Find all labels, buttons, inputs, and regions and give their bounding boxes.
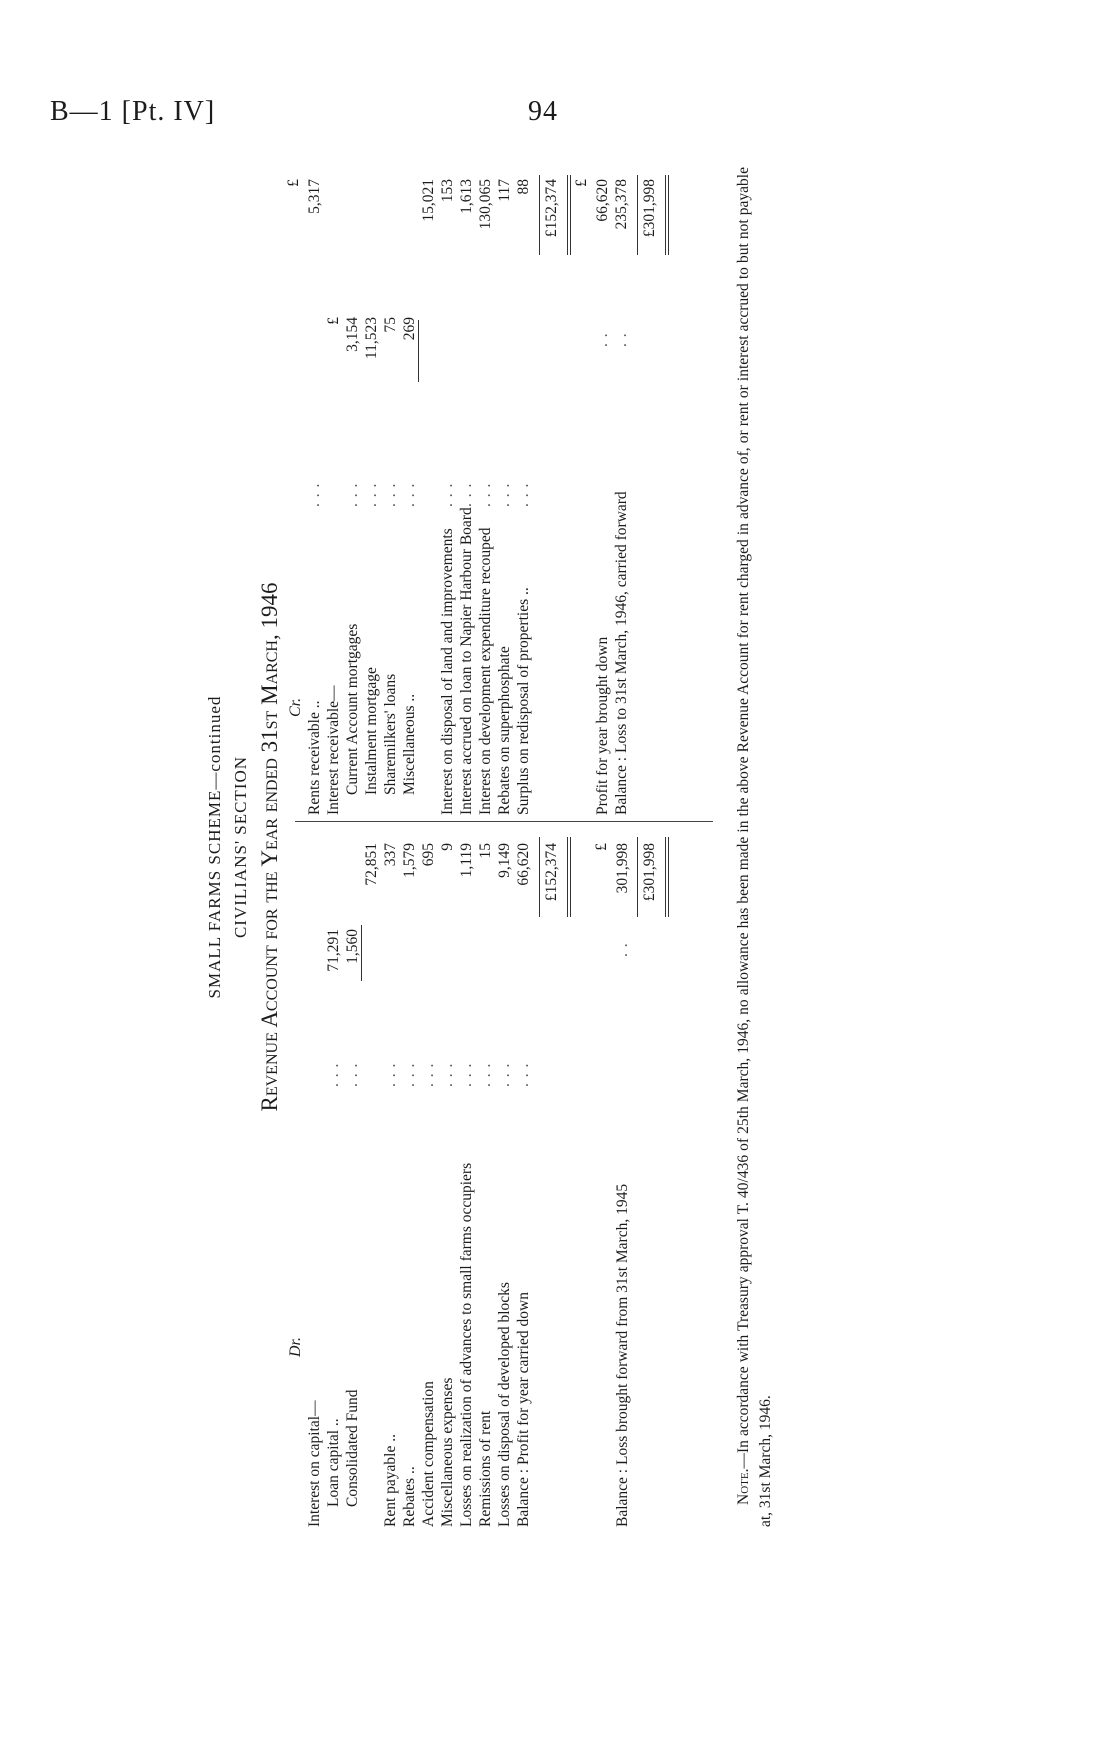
leader-dots: . . . (401, 482, 418, 507)
total-double-rule (665, 175, 666, 255)
ledger-row (343, 167, 362, 815)
outer-amount: 88 (515, 179, 532, 195)
row-label: Balance : Profit for year carried down (515, 1292, 532, 1527)
ledger-row (362, 827, 381, 1527)
row-label: Balance : Loss brought forward from 31st March, 1945 (614, 1183, 631, 1527)
row-label: Remissions of rent (477, 1410, 494, 1527)
total-double-rule (665, 837, 666, 917)
row-label: Rents receivable .. (306, 700, 323, 815)
outer-amount: 130,065 (477, 179, 494, 230)
total-double-rule (570, 175, 571, 255)
leader-dots: . . . (496, 482, 513, 507)
page-number: 94 (528, 96, 558, 127)
outer-amount: 9 (439, 843, 456, 851)
outer-amount: 15,021 (420, 179, 437, 222)
total-rule (637, 175, 638, 255)
row-label: Accident compensation (420, 1381, 437, 1527)
ledger-row (400, 167, 419, 815)
leader-dots: . . . (363, 482, 380, 507)
ledger-row (400, 827, 419, 1527)
row-label: Interest on development expenditure recouped (477, 527, 494, 815)
leader-dots: . . . (420, 1062, 437, 1087)
row-label: Profit for year brought down (594, 636, 611, 815)
total-rule (637, 837, 638, 917)
outer-amount: 1,119 (458, 843, 475, 878)
ledger-row (612, 167, 631, 815)
credit-currency-top: £ (285, 179, 302, 187)
leader-dots: . . . (458, 1062, 475, 1087)
row-label: Interest on capital— (306, 1400, 323, 1527)
outer-amount: 5,317 (306, 179, 323, 214)
ledger-row (438, 167, 457, 815)
outer-amount: 117 (496, 179, 513, 202)
leader-dots: . . . (382, 1062, 399, 1087)
row-label: Rebates .. (401, 1466, 418, 1527)
debit-currency: £ (593, 843, 610, 851)
row-label: Interest on disposal of land and improvements (439, 528, 456, 815)
note-text: —In accordance with Treasury approval T. 40/436 of 25th March, 1946, no allowance has been made in the above Revenue Account for rent charged in advance of, or rent or interest accrued to but not payable at, 31st March, 1946. (735, 167, 774, 1527)
ledger-row (419, 167, 438, 815)
subtotal-rule (361, 925, 362, 981)
outer-amount: 1,613 (458, 179, 475, 214)
ledger-row (419, 827, 438, 1527)
total-double-rule (567, 837, 568, 917)
ledger-row (438, 827, 457, 1527)
inner-amount: 75 (382, 317, 399, 333)
row-label: Miscellaneous .. (401, 693, 418, 795)
leader-dots: . . . (401, 1062, 418, 1087)
row-label: Instalment mortgage (363, 667, 380, 795)
total-double-rule (668, 175, 669, 255)
footnote (733, 167, 777, 1527)
row-label: Losses on realization of advances to small farms occupiers (458, 1162, 475, 1527)
leader-dots: . . (594, 332, 611, 347)
debit-total: £152,374 (543, 843, 560, 902)
ledger-row (305, 827, 324, 1527)
leader-dots: . . . (344, 1062, 361, 1087)
inner-amount: £ (325, 317, 342, 325)
leader-dots: . . . (344, 482, 361, 507)
note-lead: Note. (735, 1468, 752, 1505)
ledger-row (381, 827, 400, 1527)
ledger-row (324, 167, 343, 815)
outer-amount: 337 (382, 843, 399, 867)
outer-amount: 9,149 (496, 843, 513, 878)
ledger-row (495, 827, 514, 1527)
leader-dots: . . . (306, 482, 323, 507)
ledger-row (476, 827, 495, 1527)
leader-dots: . . . (477, 482, 494, 507)
row-amount: 235,378 (613, 179, 630, 230)
credit-total: £152,374 (543, 179, 560, 238)
outer-amount: 72,851 (363, 843, 380, 886)
leader-dots: . . . (439, 1062, 456, 1087)
leader-dots: . . . (496, 1062, 513, 1087)
total-rule (539, 175, 540, 255)
ledger-row (495, 167, 514, 815)
inner-amount: 1,560 (344, 929, 361, 964)
scheme-title: SMALL FARMS SCHEME—continued (205, 695, 224, 999)
leader-dots: . . . (477, 1062, 494, 1087)
row-label: Loan capital .. (325, 1418, 342, 1507)
leader-dots: . . . (515, 482, 532, 507)
leader-dots: . . . (325, 1062, 342, 1087)
total-double-rule (668, 837, 669, 917)
row-label: Rebates on superphosphate (496, 646, 513, 815)
outer-amount: 695 (420, 843, 437, 867)
leader-dots: . . . (515, 1062, 532, 1087)
outer-amount: 66,620 (515, 843, 532, 886)
leader-dots: . . . (458, 482, 475, 507)
balance-amount: 301,998 (614, 843, 631, 894)
ledger-row (457, 167, 476, 815)
inner-amount: 3,154 (344, 317, 361, 352)
leader-dots: . . (614, 942, 631, 957)
leader-dots: . . . (439, 482, 456, 507)
leader-dots: . . . (382, 482, 399, 507)
total-double-rule (570, 837, 571, 917)
ledger-row (476, 167, 495, 815)
inner-amount: 269 (401, 317, 418, 341)
row-label: Balance : Loss to 31st March, 1946, carried forward (613, 491, 630, 815)
credit-grand-total: £301,998 (641, 179, 658, 238)
inner-amount: 11,523 (363, 317, 380, 360)
row-label: Miscellaneous expenses (439, 1377, 456, 1527)
ledger-row (514, 827, 533, 1527)
debit-grand-total: £301,998 (641, 843, 658, 902)
row-label: Interest accrued on loan to Napier Harbour Board (458, 507, 475, 815)
section-title: CIVILIANS' SECTION (231, 755, 250, 939)
outer-amount: 15 (477, 843, 494, 859)
row-label: Rent payable .. (382, 1434, 399, 1527)
account-title: Revenue Account for the Year ended 31st March, 1946 (257, 582, 282, 1112)
ledger-row (457, 827, 476, 1527)
credit-caption: Cr. (287, 697, 304, 717)
outer-amount: 153 (439, 179, 456, 203)
ledger-row (324, 827, 343, 1527)
document-code: B—1 [Pt. IV] (50, 96, 216, 127)
row-label: Interest receivable— (325, 685, 342, 815)
inner-amount: 71,291 (325, 929, 342, 972)
row-label: Losses on disposal of developed blocks (496, 1282, 513, 1527)
outer-amount: 1,579 (401, 843, 418, 878)
ledger-row (613, 827, 632, 1527)
leader-dots: . . (613, 332, 630, 347)
ledger-row (381, 167, 400, 815)
ledger-row (514, 167, 533, 815)
row-label: Sharemilkers' loans (382, 673, 399, 795)
ledger-row (305, 167, 324, 815)
ledger-row (593, 167, 612, 815)
subtotal-rule (418, 320, 419, 382)
revenue-account-sheet (205, 167, 805, 1527)
column-divider (295, 821, 713, 822)
ledger-row (343, 827, 362, 1527)
row-label: Surplus on redisposal of properties .. (515, 587, 532, 815)
row-label: Consolidated Fund (344, 1389, 361, 1507)
total-rule (539, 837, 540, 917)
ledger-row (362, 167, 381, 815)
debit-caption: Dr. (287, 1336, 304, 1357)
total-double-rule (567, 175, 568, 255)
row-label: Current Account mortgages (344, 623, 361, 795)
credit-currency: £ (573, 179, 590, 187)
row-amount: 66,620 (594, 179, 611, 222)
